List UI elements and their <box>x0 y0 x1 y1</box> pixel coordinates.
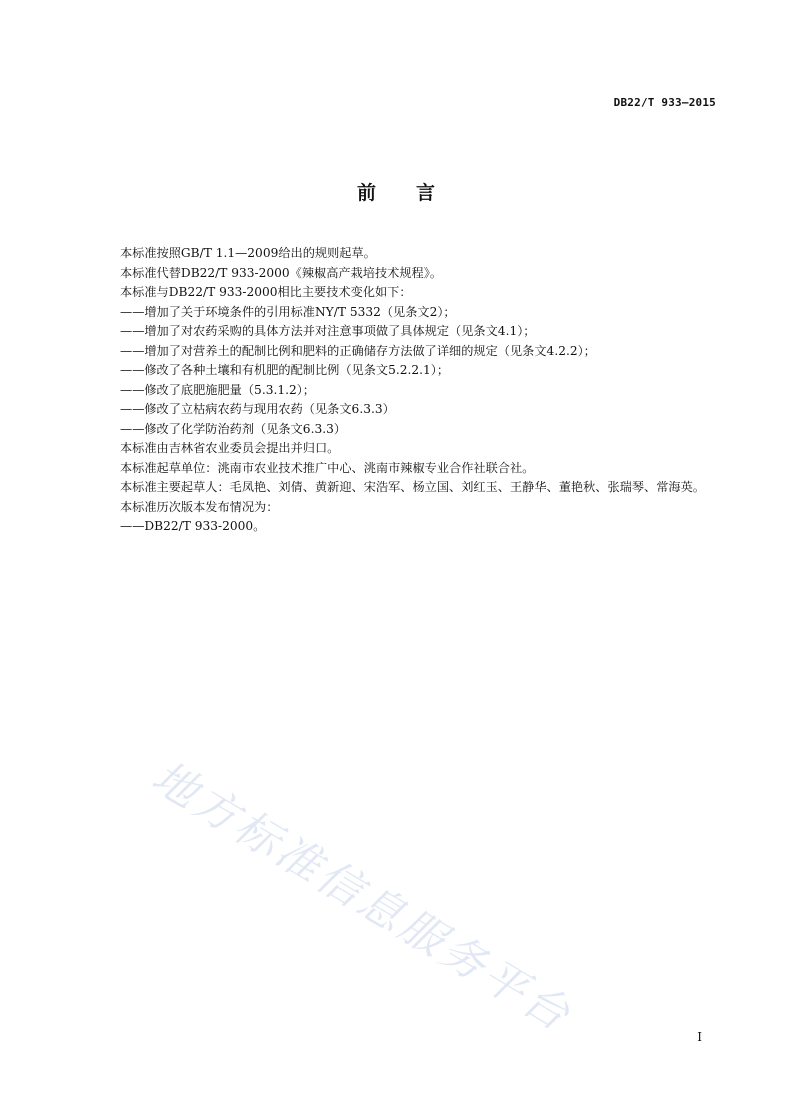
change-item: ——修改了底肥施肥量（5.3.1.2）； <box>120 382 315 397</box>
watermark: 地方标准信息服务平台 <box>143 751 581 1043</box>
page-number: I <box>697 1030 702 1044</box>
change-item: ——修改了各种土壤和有机肥的配制比例（见条文5.2.2.1）； <box>120 363 450 377</box>
change-item: ——修改了化学防治药剂（见条文6.3.3） <box>120 421 347 436</box>
document-code: DB22/T 933—2015 <box>613 96 716 109</box>
paragraph: 本标准按照GB/T 1.1—2009给出的规则起草。 <box>120 246 376 260</box>
foreword-body <box>96 244 722 537</box>
change-item: ——增加了关于环境条件的引用标准NY/T 5332（见条文2）； <box>120 304 456 319</box>
paragraph: 本标准由吉林省农业委员会提出并归口。 <box>120 441 340 455</box>
page-title <box>0 178 792 205</box>
paragraph: 本标准历次版本发布情况为： <box>120 499 279 514</box>
paragraph: 本标准主要起草人：毛凤艳、刘倩、黄新迎、宋浩军、杨立国、刘红玉、王静华、董艳秋、张瑞琴、常海英。 <box>120 480 705 494</box>
paragraph: 本标准代替DB22/T 933-2000《辣椒高产栽培技术规程》。 <box>120 265 443 280</box>
paragraph: 本标准与DB22/T 933-2000相比主要技术变化如下： <box>120 285 412 299</box>
version-item: ——DB22/T 933-2000。 <box>120 519 266 533</box>
change-item: ——修改了立枯病农药与现用农药（见条文6.3.3） <box>120 402 395 416</box>
title-char-2: 言 <box>416 182 436 204</box>
change-item: ——增加了对农药采购的具体方法并对注意事项做了具体规定（见条文4.1）； <box>120 324 536 338</box>
change-item: ——增加了对营养土的配制比例和肥料的正确储存方法做了详细的规定（见条文4.2.2）； <box>120 343 596 358</box>
paragraph: 本标准起草单位：洮南市农业技术推广中心、洮南市辣椒专业合作社联合社。 <box>120 460 535 475</box>
title-char-1: 前 <box>356 182 376 204</box>
